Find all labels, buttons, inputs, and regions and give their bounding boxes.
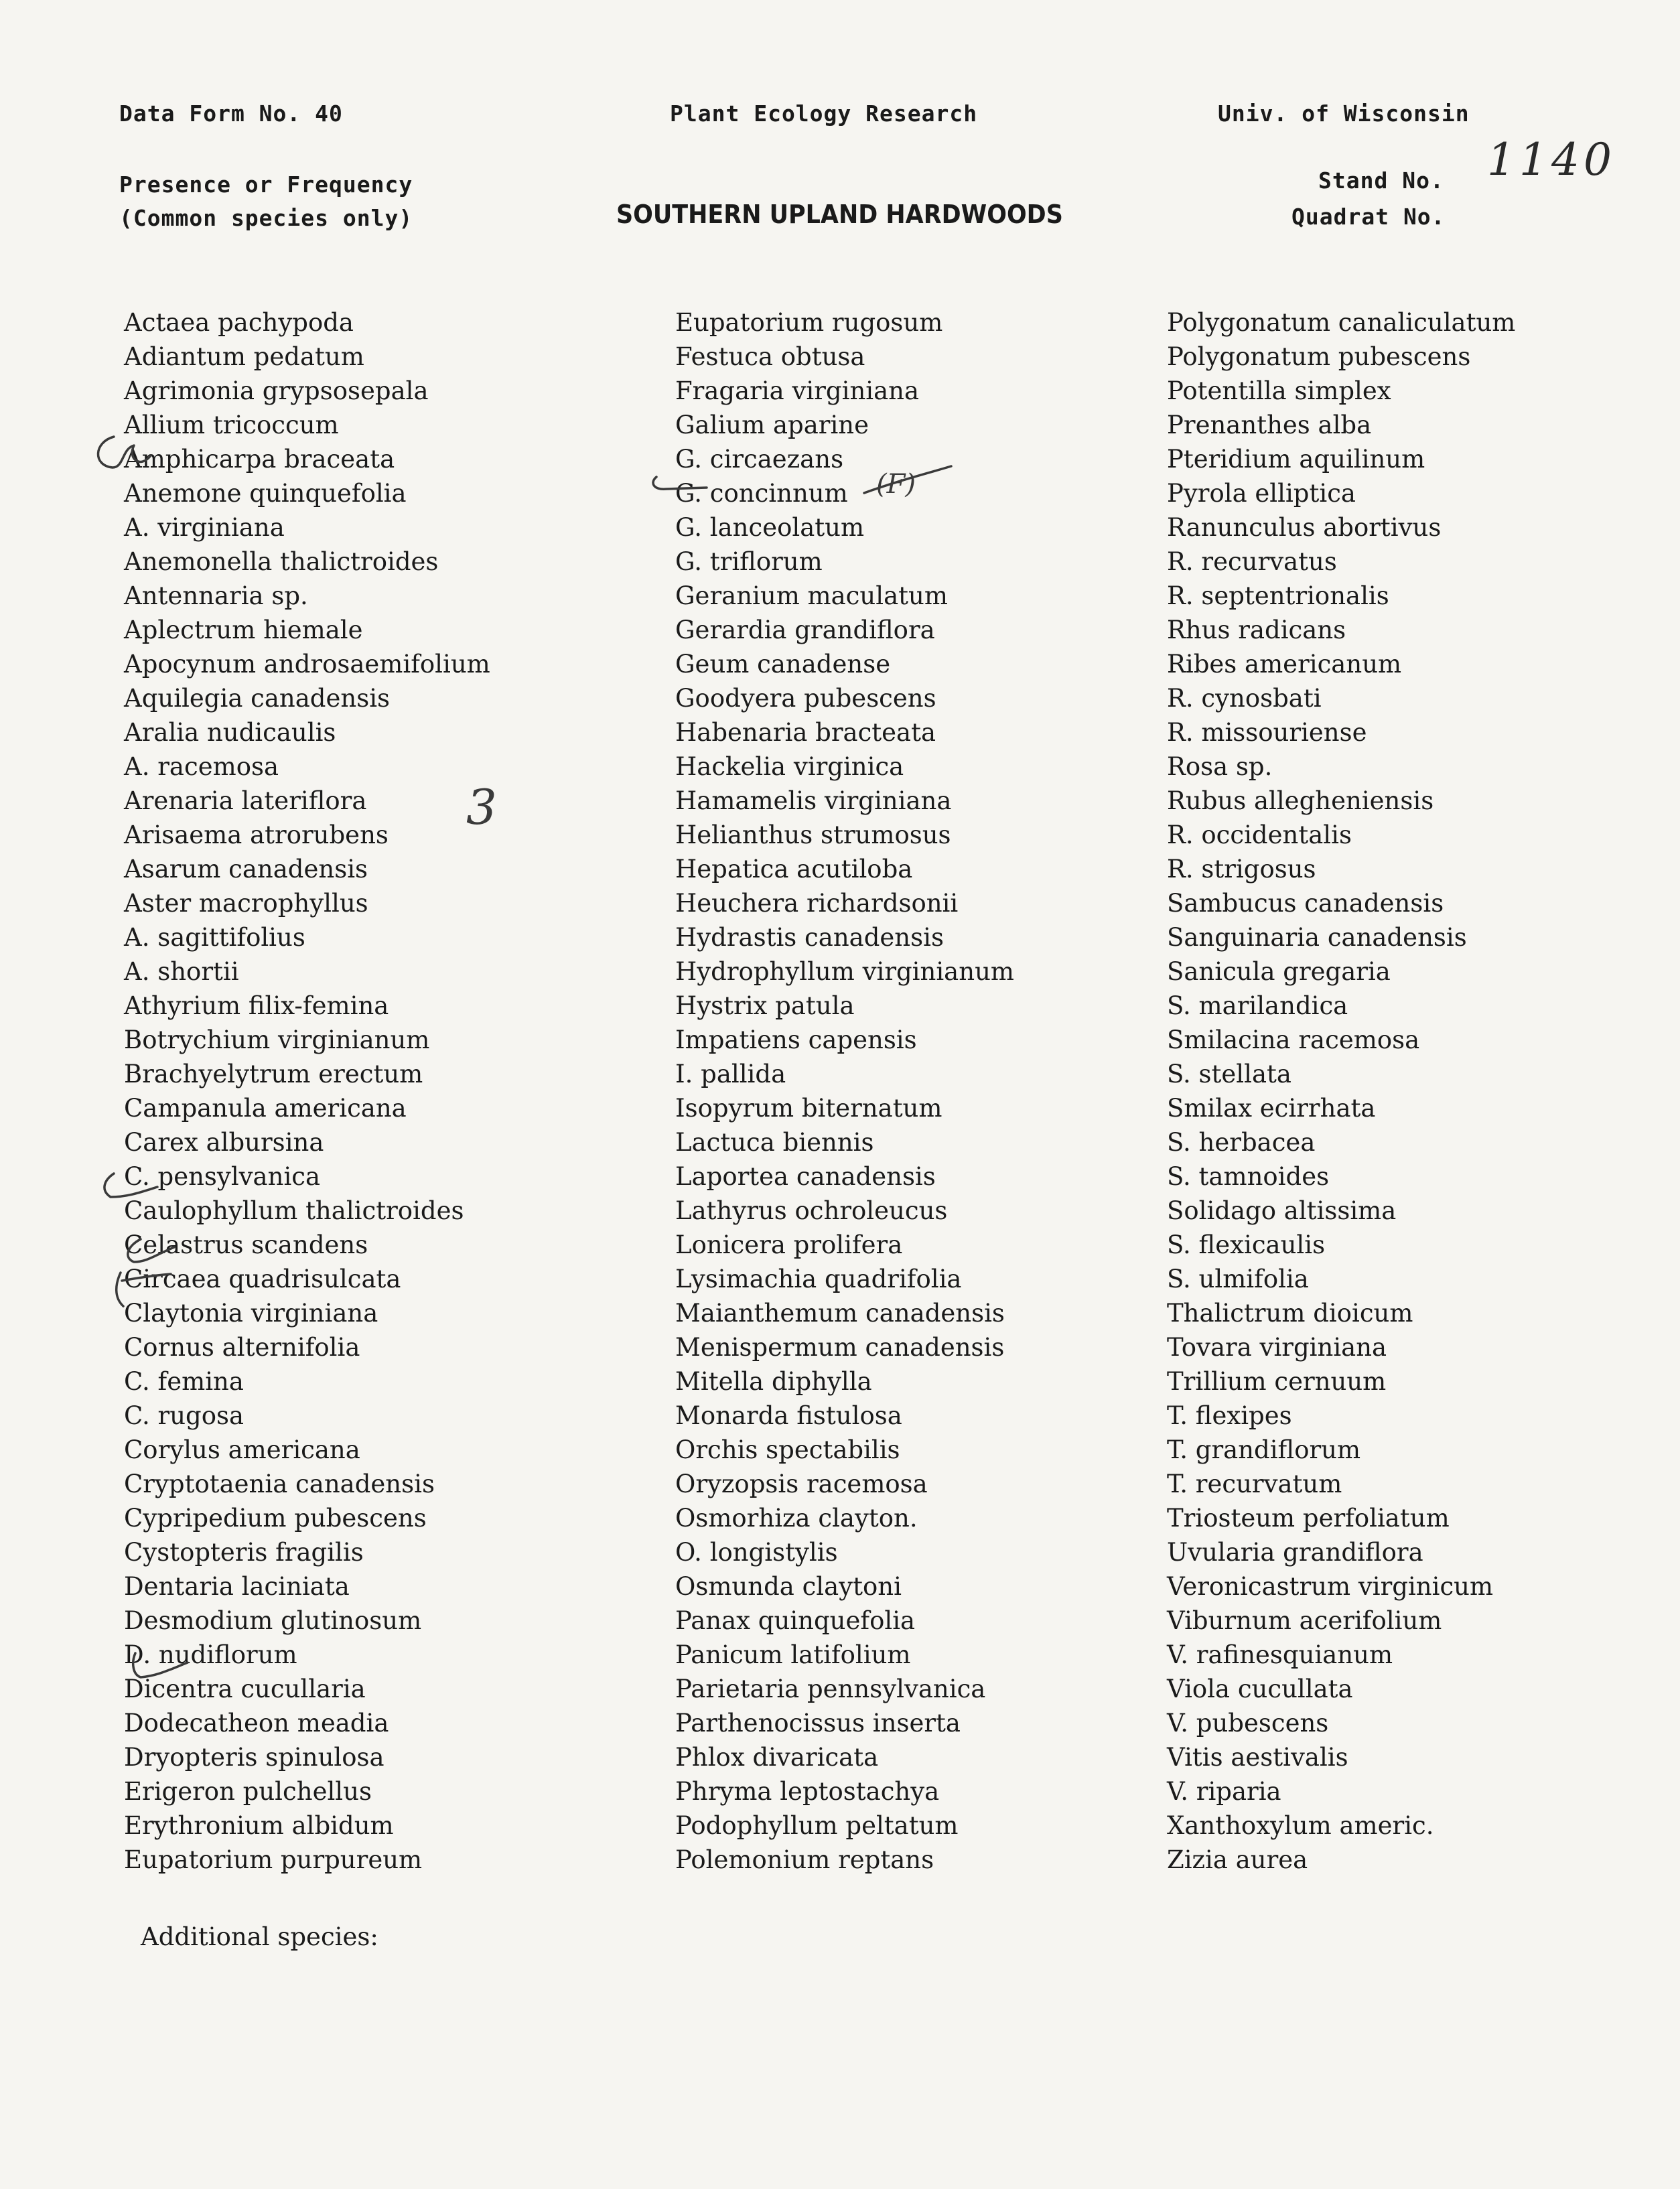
col1-item: Athyrium filix-femina bbox=[124, 991, 389, 1020]
col2-item: Osmunda claytoni bbox=[675, 1572, 902, 1601]
col2-item: Parietaria pennsylvanica bbox=[675, 1675, 986, 1703]
col1-item: Caulophyllum thalictroides bbox=[124, 1196, 464, 1225]
col2-item: G. lanceolatum bbox=[675, 513, 865, 542]
col2-item: Panax quinquefolia bbox=[675, 1606, 916, 1635]
col1-item: Agrimonia grypsosepala bbox=[124, 376, 429, 405]
col2-item: Monarda fistulosa bbox=[675, 1401, 902, 1430]
col2-item: Lonicera prolifera bbox=[675, 1230, 903, 1259]
col3-item: Triosteum perfoliatum bbox=[1167, 1504, 1450, 1533]
col3-item: Solidago altissima bbox=[1167, 1196, 1397, 1225]
col3-item: Tovara virginiana bbox=[1167, 1333, 1387, 1362]
col1-item: Erythronium albidum bbox=[124, 1811, 394, 1840]
col1-item: Arisaema atrorubens bbox=[124, 821, 389, 849]
col1-item: Cryptotaenia canadensis bbox=[124, 1470, 435, 1498]
col1-item: C. rugosa bbox=[124, 1401, 244, 1430]
stand-no-label: Stand No. bbox=[1318, 167, 1444, 194]
col3-item: S. ulmifolia bbox=[1167, 1265, 1309, 1293]
col1-item: A. sagittifolius bbox=[124, 923, 305, 952]
col3-item: Viburnum acerifolium bbox=[1167, 1606, 1442, 1635]
col2-item: Helianthus strumosus bbox=[675, 821, 951, 849]
col3-item: S. flexicaulis bbox=[1167, 1230, 1326, 1259]
col3-item: R. septentrionalis bbox=[1167, 581, 1389, 610]
col1-item: Dryopteris spinulosa bbox=[124, 1743, 384, 1772]
presence-label: Presence or Frequency bbox=[119, 171, 413, 198]
col2-item: Panicum latifolium bbox=[675, 1640, 911, 1669]
col2-item: Fragaria virginiana bbox=[675, 376, 920, 405]
col1-item: Corylus americana bbox=[124, 1435, 360, 1464]
col3-item: Rubus allegheniensis bbox=[1167, 786, 1434, 815]
quadrat-no-label: Quadrat No. bbox=[1291, 204, 1446, 230]
common-species-label: (Common species only) bbox=[119, 205, 413, 231]
check-mark-concinnum bbox=[643, 469, 717, 502]
col2-item: Eupatorium rugosum bbox=[675, 308, 943, 337]
col2-item: O. longistylis bbox=[675, 1538, 838, 1567]
col3-item: Sambucus canadensis bbox=[1167, 889, 1444, 918]
col3-item: Ranunculus abortivus bbox=[1167, 513, 1442, 542]
col2-item: Goodyera pubescens bbox=[675, 684, 936, 713]
col3-item: S. tamnoides bbox=[1167, 1162, 1330, 1191]
col2-item: Parthenocissus inserta bbox=[675, 1709, 961, 1738]
col2-item: Maianthemum canadensis bbox=[675, 1299, 1005, 1328]
additional-species-label: Additional species: bbox=[141, 1922, 378, 1951]
col3-item: Prenanthes alba bbox=[1167, 411, 1372, 439]
col3-item: S. stellata bbox=[1167, 1060, 1291, 1088]
col1-item: Anemonella thalictroides bbox=[124, 547, 439, 576]
col2-item: Podophyllum peltatum bbox=[675, 1811, 959, 1840]
col1-item: Dentaria laciniata bbox=[124, 1572, 350, 1601]
col2-item: Geranium maculatum bbox=[675, 581, 948, 610]
col2-item: Menispermum canadensis bbox=[675, 1333, 1005, 1362]
col1-item: Allium tricoccum bbox=[124, 411, 339, 439]
col1-item: D. nudiflorum bbox=[124, 1640, 297, 1669]
col1-item: Asarum canadensis bbox=[124, 855, 368, 884]
col1-item: C. femina bbox=[124, 1367, 244, 1396]
col3-item: Trillium cernuum bbox=[1167, 1367, 1387, 1396]
col2-item: Hackelia virginica bbox=[675, 752, 904, 781]
col1-item: Cypripedium pubescens bbox=[124, 1504, 427, 1533]
col3-item: T. recurvatum bbox=[1167, 1470, 1342, 1498]
col2-item: Festuca obtusa bbox=[675, 342, 865, 371]
col3-item: Zizia aurea bbox=[1167, 1845, 1308, 1874]
col1-item: Claytonia virginiana bbox=[124, 1299, 378, 1328]
page-title: SOUTHERN UPLAND HARDWOODS bbox=[616, 200, 1063, 229]
col3-item: Viola cucullata bbox=[1167, 1675, 1353, 1703]
col1-item: Campanula americana bbox=[124, 1094, 407, 1123]
col3-item: V. rafinesquianum bbox=[1167, 1640, 1393, 1669]
col2-item: Mitella diphylla bbox=[675, 1367, 872, 1396]
col2-item: Hydrastis canadensis bbox=[675, 923, 944, 952]
col3-item: Rosa sp. bbox=[1167, 752, 1273, 781]
check-mark-d-nudiflorum bbox=[121, 1649, 201, 1689]
col3-item: V. riparia bbox=[1167, 1777, 1281, 1806]
col2-item: I. pallida bbox=[675, 1060, 786, 1088]
f-annotation-concinnum bbox=[857, 461, 958, 508]
col1-item: Desmodium glutinosum bbox=[124, 1606, 422, 1635]
col2-item: G. triflorum bbox=[675, 547, 823, 576]
col1-item: Dodecatheon meadia bbox=[124, 1709, 389, 1738]
col3-item: S. marilandica bbox=[1167, 991, 1348, 1020]
col3-item: Polygonatum pubescens bbox=[1167, 342, 1471, 371]
stand-number-handwritten: 1140 bbox=[1487, 134, 1616, 186]
col3-item: T. flexipes bbox=[1167, 1401, 1292, 1430]
f-annotation-text: (F) bbox=[876, 469, 916, 500]
col2-item: Geum canadense bbox=[675, 650, 891, 679]
species-column-2 bbox=[675, 305, 1014, 1877]
col2-item: Impatiens capensis bbox=[675, 1026, 917, 1054]
col1-item: Brachyelytrum erectum bbox=[124, 1060, 423, 1088]
col1-item: Actaea pachypoda bbox=[124, 308, 354, 337]
col1-item: Celastrus scandens bbox=[124, 1230, 368, 1259]
col2-item: Habenaria bracteata bbox=[675, 718, 936, 747]
col1-item: Aster macrophyllus bbox=[124, 889, 368, 918]
col2-item: Isopyrum biternatum bbox=[675, 1094, 942, 1123]
organization-name: Plant Ecology Research bbox=[670, 100, 978, 127]
col1-item: Antennaria sp. bbox=[124, 581, 308, 610]
col1-item: Dicentra cucullaria bbox=[124, 1675, 366, 1703]
col3-item: Sanguinaria canadensis bbox=[1167, 923, 1467, 952]
col3-item: Thalictrum dioicum bbox=[1167, 1299, 1413, 1328]
col3-item: Vitis aestivalis bbox=[1167, 1743, 1348, 1772]
col2-item: Lactuca biennis bbox=[675, 1128, 874, 1157]
col1-item: A. shortii bbox=[124, 957, 239, 986]
species-column-3 bbox=[1167, 305, 1515, 1877]
col2-item: Gerardia grandiflora bbox=[675, 616, 935, 644]
col3-item: R. recurvatus bbox=[1167, 547, 1337, 576]
col2-item: Laportea canadensis bbox=[675, 1162, 936, 1191]
col3-item: Smilax ecirrhata bbox=[1167, 1094, 1376, 1123]
col2-item: G. circaezans bbox=[675, 445, 844, 474]
col3-item: Sanicula gregaria bbox=[1167, 957, 1391, 986]
col1-item: A. racemosa bbox=[124, 752, 279, 781]
col3-item: Xanthoxylum americ. bbox=[1167, 1811, 1434, 1840]
col1-item: Erigeron pulchellus bbox=[124, 1777, 372, 1806]
col2-item: Osmorhiza clayton. bbox=[675, 1504, 918, 1533]
check-mark-circaea bbox=[107, 1267, 188, 1314]
col2-item: Galium aparine bbox=[675, 411, 869, 439]
col3-item: S. herbacea bbox=[1167, 1128, 1316, 1157]
col3-item: R. missouriense bbox=[1167, 718, 1367, 747]
species-column-1 bbox=[124, 305, 490, 1877]
col2-item: Hystrix patula bbox=[675, 991, 855, 1020]
col1-item: Eupatorium purpureum bbox=[124, 1845, 423, 1874]
col2-item: Phryma leptostachya bbox=[675, 1777, 940, 1806]
col2-item: Lathyrus ochroleucus bbox=[675, 1196, 948, 1225]
col1-item: Carex albursina bbox=[124, 1128, 324, 1157]
col2-item: Polemonium reptans bbox=[675, 1845, 934, 1874]
col2-item: Hepatica acutiloba bbox=[675, 855, 913, 884]
check-mark-amphicarpa bbox=[87, 429, 167, 482]
col3-item: Potentilla simplex bbox=[1167, 376, 1391, 405]
col1-item: Aplectrum hiemale bbox=[124, 616, 363, 644]
col3-item: Polygonatum canaliculatum bbox=[1167, 308, 1516, 337]
col3-item: Rhus radicans bbox=[1167, 616, 1346, 644]
col1-item: Botrychium virginianum bbox=[124, 1026, 430, 1054]
col1-item: C. pensylvanica bbox=[124, 1162, 321, 1191]
col2-item: G. concinnum bbox=[675, 479, 848, 508]
col3-item: R. cynosbati bbox=[1167, 684, 1322, 713]
col1-item: Cystopteris fragilis bbox=[124, 1538, 364, 1567]
col1-item: A. virginiana bbox=[124, 513, 285, 542]
col3-item: Ribes americanum bbox=[1167, 650, 1402, 679]
col1-item: Adiantum pedatum bbox=[124, 342, 364, 371]
col3-item: Veronicastrum virginicum bbox=[1167, 1572, 1494, 1601]
col2-item: Hamamelis virginiana bbox=[675, 786, 952, 815]
col3-item: R. strigosus bbox=[1167, 855, 1316, 884]
col1-item: Circaea quadrisulcata bbox=[124, 1265, 401, 1293]
col3-item: Smilacina racemosa bbox=[1167, 1026, 1420, 1054]
col3-item: R. occidentalis bbox=[1167, 821, 1352, 849]
col1-item: Amphicarpa braceata bbox=[124, 445, 395, 474]
col3-item: Pyrola elliptica bbox=[1167, 479, 1356, 508]
university-name: Univ. of Wisconsin bbox=[1218, 100, 1470, 127]
form-number: Data Form No. 40 bbox=[119, 100, 343, 127]
col1-item: Cornus alternifolia bbox=[124, 1333, 360, 1362]
col1-item: Apocynum androsaemifolium bbox=[124, 650, 490, 679]
col3-item: T. grandiflorum bbox=[1167, 1435, 1361, 1464]
col2-item: Heuchera richardsonii bbox=[675, 889, 959, 918]
col1-item: Aralia nudicaulis bbox=[124, 718, 336, 747]
col1-item: Anemone quinquefolia bbox=[124, 479, 407, 508]
arenaria-count-text: 3 bbox=[466, 779, 497, 835]
col3-item: Uvularia grandiflora bbox=[1167, 1538, 1423, 1567]
col2-item: Oryzopsis racemosa bbox=[675, 1470, 928, 1498]
col2-item: Lysimachia quadrifolia bbox=[675, 1265, 962, 1293]
col2-item: Phlox divaricata bbox=[675, 1743, 879, 1772]
col3-item: Pteridium aquilinum bbox=[1167, 445, 1425, 474]
col2-item: Hydrophyllum virginianum bbox=[675, 957, 1014, 986]
col3-item: V. pubescens bbox=[1167, 1709, 1329, 1738]
handwritten-3-arenaria bbox=[462, 777, 516, 844]
col1-item: Arenaria lateriflora bbox=[124, 786, 367, 815]
col2-item: Orchis spectabilis bbox=[675, 1435, 900, 1464]
check-mark-c-pensylvanica bbox=[94, 1167, 174, 1207]
col1-item: Aquilegia canadensis bbox=[124, 684, 391, 713]
